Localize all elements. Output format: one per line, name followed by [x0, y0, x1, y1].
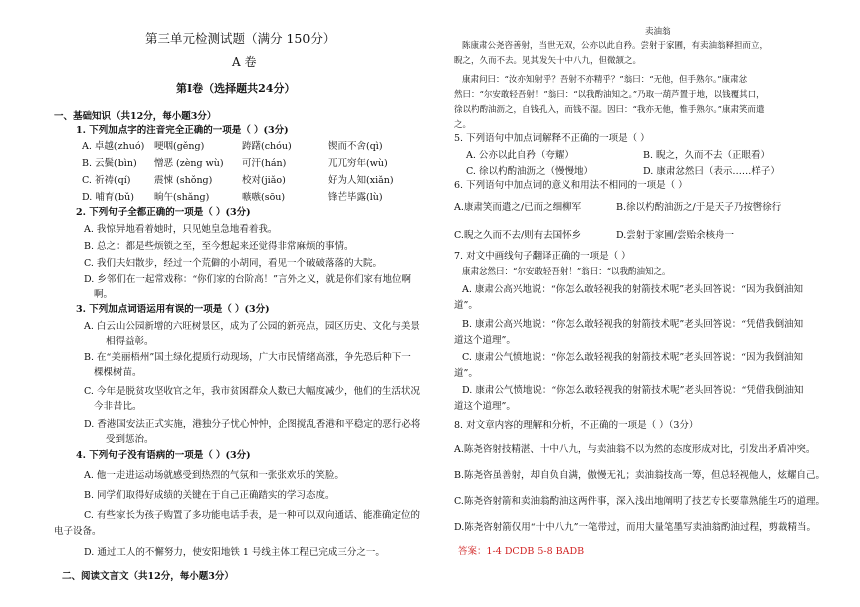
q1-option: A. 卓越(zhuó): [82, 141, 145, 152]
q3-option: B. 在“美丽梧州”国土绿化提质行动现场，广大市民情绪高涨，争先恐后种下一: [84, 352, 411, 363]
question-6: 6. 下列语句中加点词的意义和用法不相同的一项是（ ）: [454, 180, 688, 191]
q3-option: D. 香港国安法正式实施，港独分子忧心忡忡，企图搅乱香港和平稳定的恶行必将: [84, 419, 421, 430]
q6-option: A.康肃笑而遣之/已而之细柳军: [454, 202, 582, 213]
q1-option: 震悚 (shǒng): [154, 175, 213, 186]
question-8: 8. 对文章内容的理解和分析，不正确的一项是（ ）（3分）: [454, 420, 699, 431]
q1-option: 踌躇(chóu): [242, 141, 292, 152]
q1-option: 锲而不舍(qì): [328, 141, 383, 152]
passage-line: 徐以杓酌油沥之，自钱孔入，而钱不湿。因曰：“我亦无他，惟手熟尔。”康肃笑而遣: [454, 105, 765, 115]
q1-option: B. 云鬓(bìn): [82, 158, 137, 169]
passage-line: 之。: [454, 120, 472, 130]
question-2: 2. 下列句子全都正确的一项是（ ）(3分): [76, 207, 251, 218]
q8-option: B.陈尧咨虽善射，却自负自满，傲慢无礼；卖油翁技高一筹，但总轻视他人，炫耀自己。: [454, 470, 826, 481]
q1-option: 哽咽(gěng): [154, 141, 205, 152]
q3-option-cont: 今非昔比。: [94, 401, 142, 412]
question-5: 5. 下列语句中加点词解释不正确的一项是（ ）: [454, 133, 650, 144]
q2-option-cont: 啊。: [94, 289, 114, 300]
q7-option: A. 康肃公高兴地说：“你怎么敢轻视我的射箭技术呢”老头回答说：“因为我倒油知: [462, 284, 803, 295]
passage-line: 睨之，久而不去。见其发矢十中八九，但微颔之。: [454, 56, 642, 66]
passage-line: 康肃问曰：“汝亦知射乎？吾射不亦精乎？”翁曰：“无他，但手熟尔。”康肃忿: [462, 75, 748, 85]
question-1: 1. 下列加点字的注音完全正确的一项是（ ）(3分): [76, 125, 289, 136]
q6-option: B.徐以杓酌油沥之/于是天子乃按辔徐行: [616, 202, 782, 213]
question-7: 7. 对文中画线句子翻译正确的一项是（ ）: [454, 251, 631, 262]
q1-option: 校对(jiǎo): [242, 175, 286, 186]
q5-option: A. 公亦以此自矜（夸耀）: [466, 150, 574, 161]
q3-option-cont: 相得益彰。: [106, 336, 154, 347]
q4-option: B. 同学们取得好成绩的关键在于自己正确踏实的学习态度。: [84, 490, 335, 501]
q6-option: D.尝射于家圃/尝贻余核舟一: [616, 230, 734, 241]
q1-option: 可汗(hán): [242, 158, 287, 169]
q3-option-cont: 受到惩治。: [106, 434, 154, 445]
q7-option-cont: 道这个道理”。: [454, 401, 516, 412]
q7-option-cont: 道”。: [454, 368, 478, 379]
exam-subtitle: A 卷: [232, 55, 257, 69]
q7-option: B. 康肃公高兴地说：“你怎么敢轻视我的射箭技术呢”老头回答说：“凭借我倒油知: [462, 319, 804, 330]
q7-option: C. 康肃公气愤地说：“你怎么敢轻视我的射箭技术呢”老头回答说：“因为我倒油知: [462, 352, 804, 363]
question-3: 3. 下列加点词语运用有误的一项是（ ）(3分): [76, 304, 270, 315]
q1-option: 锋芒毕露(lù): [328, 192, 383, 203]
part1-heading: 一、基础知识（共12分，每小题3分）: [54, 111, 217, 122]
q4-option-cont: 电子设备。: [54, 526, 102, 537]
q1-option: C. 祈祷(qí): [82, 175, 131, 186]
answer-key: 答案：1-4 DCDB 5-8 BADB: [458, 546, 585, 557]
question-4: 4. 下列句子没有语病的一项是（ ）(3分): [76, 450, 251, 461]
q1-option: D. 哺育(bǔ): [82, 192, 134, 203]
exam-title: 第三单元检测试题（满分 150分）: [145, 31, 336, 46]
q1-option: 憎恶 (zèng wù): [154, 158, 224, 169]
q5-option: C. 徐以杓酌油沥之（慢慢地）: [466, 166, 593, 177]
section-heading: 第Ⅰ卷（选择题共24分）: [176, 82, 296, 95]
q8-option: D.陈尧咨射箭仅用“十中八九”一笔带过，而用大量笔墨写卖油翁酌油过程，剪裁精当。: [454, 522, 817, 533]
q4-option: C. 有些家长为孩子购置了多功能电话手表，是一种可以双向通话、能准确定位的: [84, 510, 420, 521]
q3-option: A. 白云山公园新增的六旺树景区，成为了公园的新亮点，园区历史、文化与美景: [84, 321, 420, 332]
q7-quote: 康肃忿然曰：“尔安敢轻吾射！”翁曰：“以我酌油知之。: [462, 267, 671, 277]
q2-option: A. 我惊异地看着她时，只见她皇急地看着我。: [84, 224, 278, 235]
q7-option: D. 康肃公气愤地说：“你怎么敢轻视我的射箭技术呢”老头回答说：“凭借我倒油知: [462, 385, 804, 396]
passage-title: 卖油翁: [645, 27, 671, 37]
q2-option: C. 我们夫妇散步，经过一个荒僻的小胡同，看见一个破破落落的大院。: [84, 258, 382, 269]
q2-option: B. 总之：都是些烦锁之至，至今想起来还觉得非常麻烦的事情。: [84, 241, 354, 252]
passage-line: 然曰：“尔安敢轻吾射！”翁曰：“以我酌油知之。”乃取一葫芦置于地，以钱覆其口，: [454, 90, 765, 100]
q8-option: C.陈尧咨射箭和卖油翁酌油这两件事，深入浅出地阐明了技艺专长要靠熟能生巧的道理。: [454, 496, 825, 507]
q2-option: D. 乡邻们在一起常戏称：“你们家的台阶高！”言外之义，就是你们家有地位啊: [84, 274, 412, 285]
q8-option: A.陈尧咨射技精湛、十中八九，与卖油翁不以为然的态度形成对比，引发出矛盾冲突。: [454, 444, 816, 455]
q4-option: D. 通过工人的不懈努力，使安阳地铁 1 号线主体工程已完成三分之一。: [84, 547, 385, 558]
q5-option: D. 康肃忿然曰（表示……样子）: [643, 166, 780, 177]
q7-option-cont: 道”。: [454, 300, 478, 311]
q7-option-cont: 道这个道理”。: [454, 335, 516, 346]
q4-option: A. 他一走进运动场就感受到热烈的气氛和一张张欢乐的笑脸。: [84, 470, 344, 481]
q1-option: 兀兀穷年(wù): [328, 158, 388, 169]
q1-option: 晌午(shǎng): [154, 192, 210, 203]
passage-line: 陈康肃公尧咨善射，当世无双，公亦以此自矜。尝射于家圃，有卖油翁释担而立，: [462, 41, 769, 51]
q3-option-cont: 棵棵树苗。: [94, 367, 142, 378]
q1-option: 嗾嗾(sōu): [242, 192, 286, 203]
q5-option: B. 睨之，久而不去（正眼看）: [643, 150, 771, 161]
q6-option: C.睨之久而不去/则有去国怀乡: [454, 230, 582, 241]
q3-option: C. 今年是脱贫攻坚收官之年，我市贫困群众人数已大幅度减少，他们的生活状况: [84, 386, 420, 397]
part2-heading: 二、阅读文言文（共12分，每小题3分）: [62, 571, 234, 582]
q1-option: 好为人知(xiǎn): [328, 175, 394, 186]
